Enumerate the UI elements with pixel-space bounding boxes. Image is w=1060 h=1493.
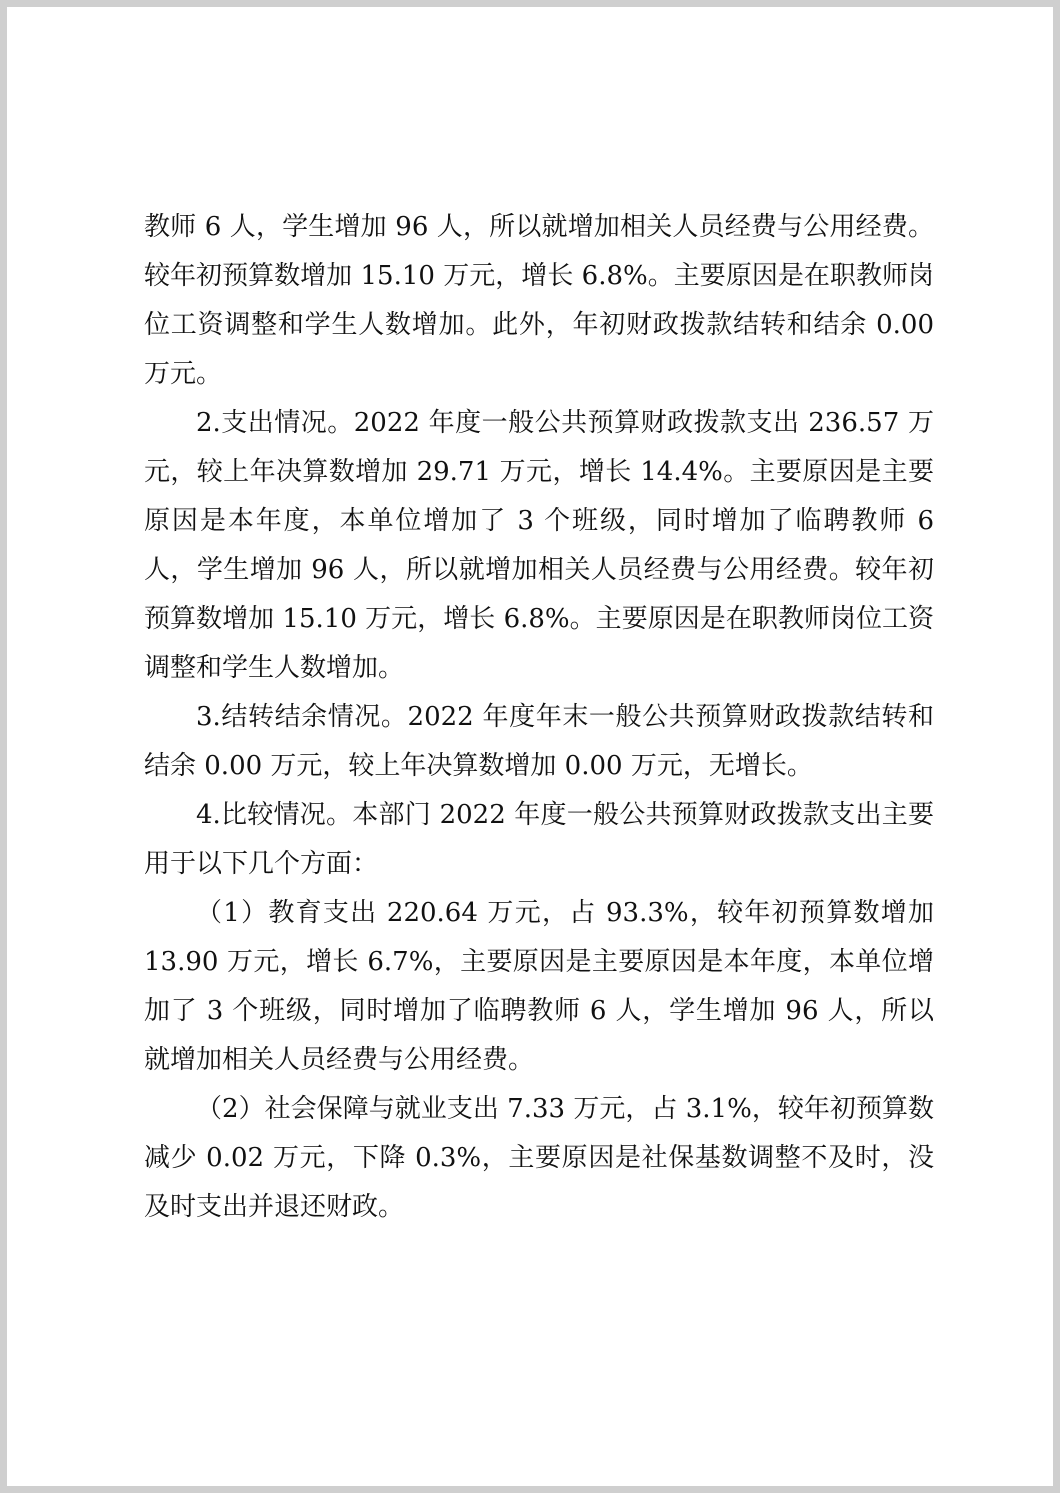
paragraph-carryover: 3.结转结余情况。2022 年度年末一般公共预算财政拨款结转和结余 0.00 万元，较上年决算数增加 0.00 万元，无增长。	[144, 702, 934, 781]
paragraph-continuation: 教师 6 人，学生增加 96 人，所以就增加相关人员经费与公用经费。较年初预算数增加 15.10 万元，增长 6.8%。主要原因是在职教师岗位工资调整和学生人数增加。此外，年初财政拨款结转和结余 0.00 万元。	[144, 212, 934, 389]
paragraph-education: （1）教育支出 220.64 万元，占 93.3%，较年初预算数增加 13.90 万元，增长 6.7%，主要原因是主要原因是本年度，本单位增加了 3 个班级，同时增加了临聘教师 6 人，学生增加 96 人，所以就增加相关人员经费与公用经费。	[144, 898, 934, 1075]
paragraph-social-security: （2）社会保障与就业支出 7.33 万元，占 3.1%，较年初预算数减少 0.02 万元，下降 0.3%，主要原因是社保基数调整不及时，没及时支出并退还财政。	[144, 1094, 934, 1222]
document-body	[144, 203, 934, 1232]
paragraph-comparison: 4.比较情况。本部门 2022 年度一般公共预算财政拨款支出主要用于以下几个方面：	[144, 800, 934, 879]
paragraph-expenditure: 2.支出情况。2022 年度一般公共预算财政拨款支出 236.57 万元，较上年决算数增加 29.71 万元，增长 14.4%。主要原因是主要原因是本年度，本单位增加了 3 个班级，同时增加了临聘教师 6 人，学生增加 96 人，所以就增加相关人员经费与公用经费。较年初预算数增加 15.10 万元，增长 6.8%。主要原因是在职教师岗位工资调整和学生人数增加。	[144, 408, 934, 683]
